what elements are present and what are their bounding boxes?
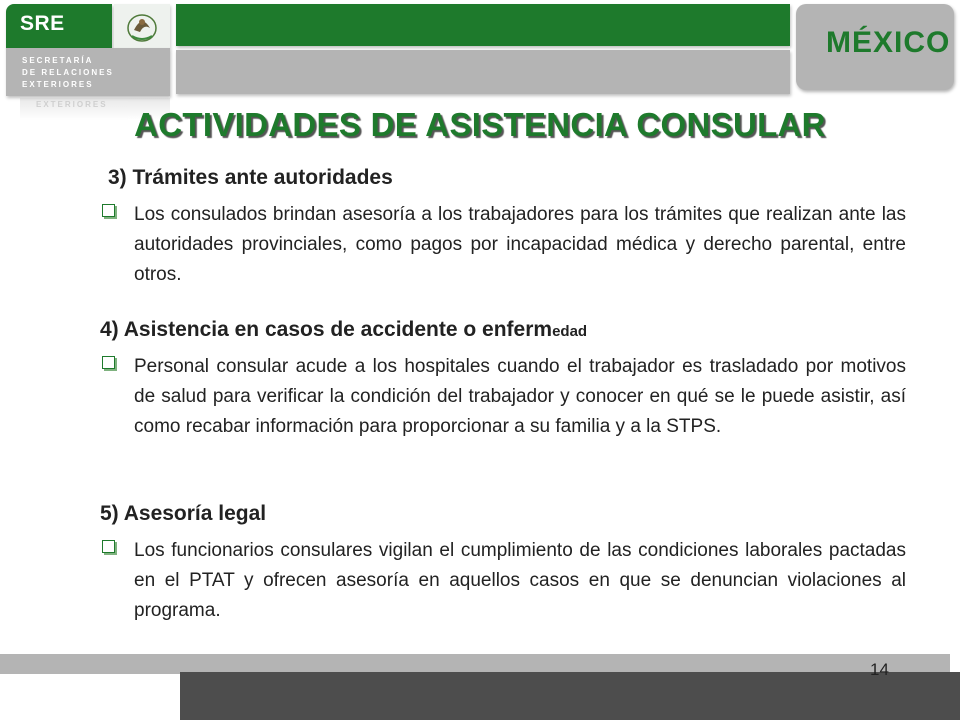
page-number: 14 bbox=[870, 660, 889, 679]
bullet-text: Los funcionarios consulares vigilan el cumplimiento de las condiciones laborales pactadas en el PTAT y ofrecen asesoría en aquellos casos en que se denuncian violaciones al programa. bbox=[134, 540, 906, 621]
department-name-block bbox=[6, 48, 170, 96]
header-gray-bar bbox=[176, 50, 790, 94]
section-heading bbox=[100, 318, 587, 342]
sre-logo-block bbox=[6, 4, 112, 48]
bullet-item bbox=[100, 536, 906, 626]
section-heading: 3) Trámites ante autoridades bbox=[108, 166, 393, 189]
footer-gray-bar bbox=[0, 654, 950, 674]
bullet-item bbox=[100, 200, 906, 290]
footer-dark-bar bbox=[180, 672, 960, 720]
checkbox-square-icon bbox=[100, 352, 124, 382]
sre-logo-text: SRE bbox=[20, 12, 65, 35]
department-line: DE RELACIONES bbox=[22, 68, 114, 77]
bullet-text: Los consulados brindan asesoría a los trabajadores para los trámites que realizan ante las autoridades provinciales, como pagos por incapacidad médica y derecho parental, entre otros. bbox=[134, 204, 906, 285]
slide-title: ACTIVIDADES DE ASISTENCIA CONSULAR bbox=[134, 106, 826, 143]
section-heading-main: 4) Asistencia en casos de accidente o enferm bbox=[100, 318, 553, 341]
department-reflection-text: EXTERIORES bbox=[36, 100, 108, 109]
national-seal-icon bbox=[114, 4, 170, 48]
mexico-logo-block bbox=[796, 4, 954, 90]
bullet-item bbox=[100, 352, 906, 442]
bullet-text: Personal consular acude a los hospitales cuando el trabajador es trasladado por motivos de salud para verificar la condición del trabajador y conocer en qué se le puede asistir, así como recabar información para proporcionar a su familia y a la STPS. bbox=[134, 356, 906, 437]
checkbox-square-icon bbox=[100, 536, 124, 566]
section-heading: 5) Asesoría legal bbox=[100, 502, 267, 525]
header-green-bar bbox=[176, 4, 790, 46]
department-line: EXTERIORES bbox=[22, 80, 94, 89]
department-line: SECRETARÍA bbox=[22, 56, 94, 65]
section-heading-tail: edad bbox=[552, 323, 588, 340]
checkbox-square-icon bbox=[100, 200, 124, 230]
mexico-logo-text: MÉXICO bbox=[826, 26, 951, 59]
